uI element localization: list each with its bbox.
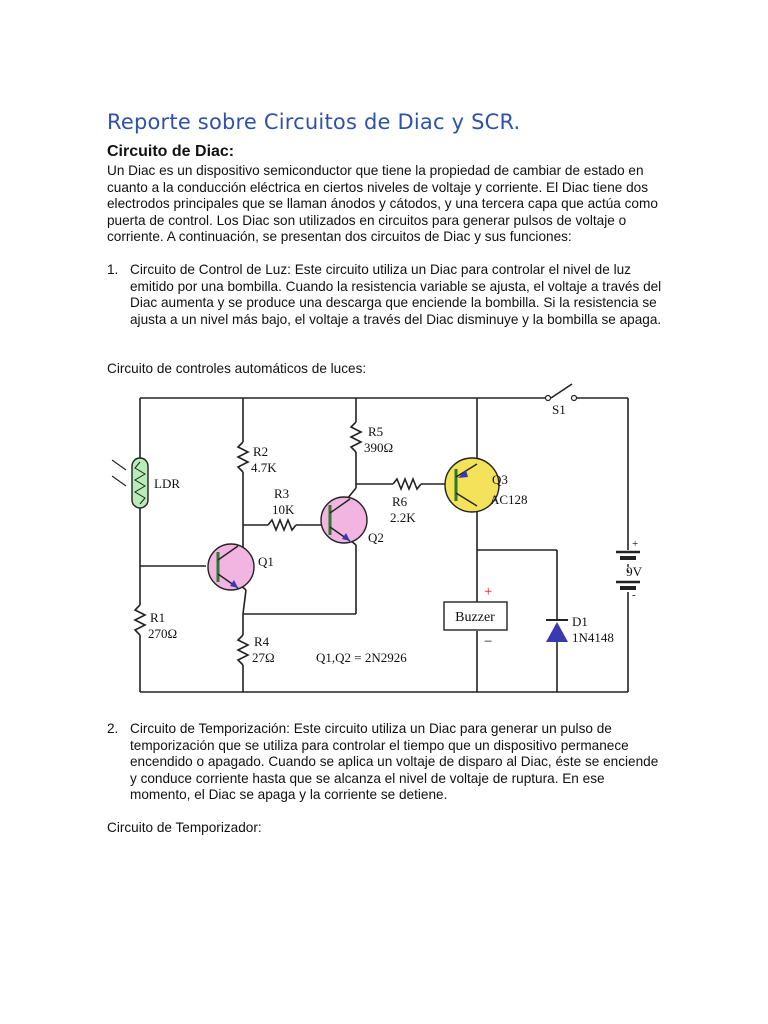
q3-label: Q3	[492, 472, 508, 487]
list-number: 1.	[107, 262, 119, 277]
list-text: Circuito de Control de Luz: Este circuito utiliza un Diac para controlar el nivel de luz emitido por una bombilla. Cuando la resistencia variable se ajusta, el voltaje a través del Diac aumenta y se produce una descarga que enciende la bombilla. Si la resistencia se ajusta a un nivel más bajo, el voltaje a través del Diac disminuye y la bombilla se apaga.	[130, 262, 662, 327]
r5-name: R5	[368, 424, 384, 439]
r3-name: R3	[274, 486, 290, 501]
diode-d1	[546, 622, 568, 642]
circuit-schematic	[106, 380, 646, 700]
ldr-label: LDR	[154, 476, 180, 491]
r1-name: R1	[150, 610, 166, 625]
buzzer-minus: −	[484, 634, 493, 650]
r1-value: 270Ω	[148, 626, 178, 641]
switch-label: S1	[552, 402, 566, 417]
r4-name: R4	[254, 634, 270, 649]
r6-name: R6	[392, 494, 408, 509]
r3-value: 10K	[272, 502, 295, 517]
figure-caption: Circuito de controles automáticos de luces:	[107, 361, 367, 376]
battery-label: 9V	[626, 564, 642, 579]
r2-name: R2	[253, 444, 269, 459]
document-title: Reporte sobre Circuitos de Diac y SCR.	[107, 110, 521, 134]
figure-caption: Circuito de Temporizador:	[107, 820, 262, 835]
r2-value: 4.7K	[251, 460, 277, 475]
list-text: Circuito de Temporización: Este circuito utiliza un Diac para generar un pulso de temporización que se utiliza para controlar el tiempo que un dispositivo permanece encendido o apagado. Cuando se aplica un voltaje de disparo al Diac, éste se enciende y conduce corriente hasta que se alcanza el nivel de voltaje de ruptura. En ese momento, el Diac se apaga y la corriente se detiene.	[130, 721, 659, 803]
buzzer-label: Buzzer	[455, 610, 495, 625]
q3-model: AC128	[490, 492, 528, 507]
transistor-note: Q1,Q2 = 2N2926	[316, 650, 407, 665]
r4-value: 27Ω	[252, 650, 275, 665]
intro-paragraph: Un Diac es un dispositivo semiconductor que tiene la propiedad de cambiar de estado en cuanto a la conducción eléctrica en ciertos niveles de voltaje y corriente. El Diac tiene dos electrodos principales que se llaman ánodos y cátodos, y una tercera capa que actúa como puerta de control. Los Diac son utilizados en circuitos para generar pulsos de voltaje o corriente. A continuación, se presentan dos circuitos de Diac y sus funciones:	[107, 163, 658, 245]
list-number: 2.	[107, 721, 119, 736]
buzzer-plus: +	[484, 584, 493, 600]
battery-minus: -	[632, 589, 636, 601]
r6-value: 2.2K	[390, 510, 416, 525]
d1-label: D1	[572, 614, 588, 629]
r5-value: 390Ω	[364, 440, 394, 455]
q2-label: Q2	[368, 530, 384, 545]
d1-model: 1N4148	[572, 630, 614, 645]
battery-plus: +	[632, 538, 639, 550]
q1-label: Q1	[258, 554, 274, 569]
section-heading: Circuito de Diac:	[107, 143, 235, 160]
